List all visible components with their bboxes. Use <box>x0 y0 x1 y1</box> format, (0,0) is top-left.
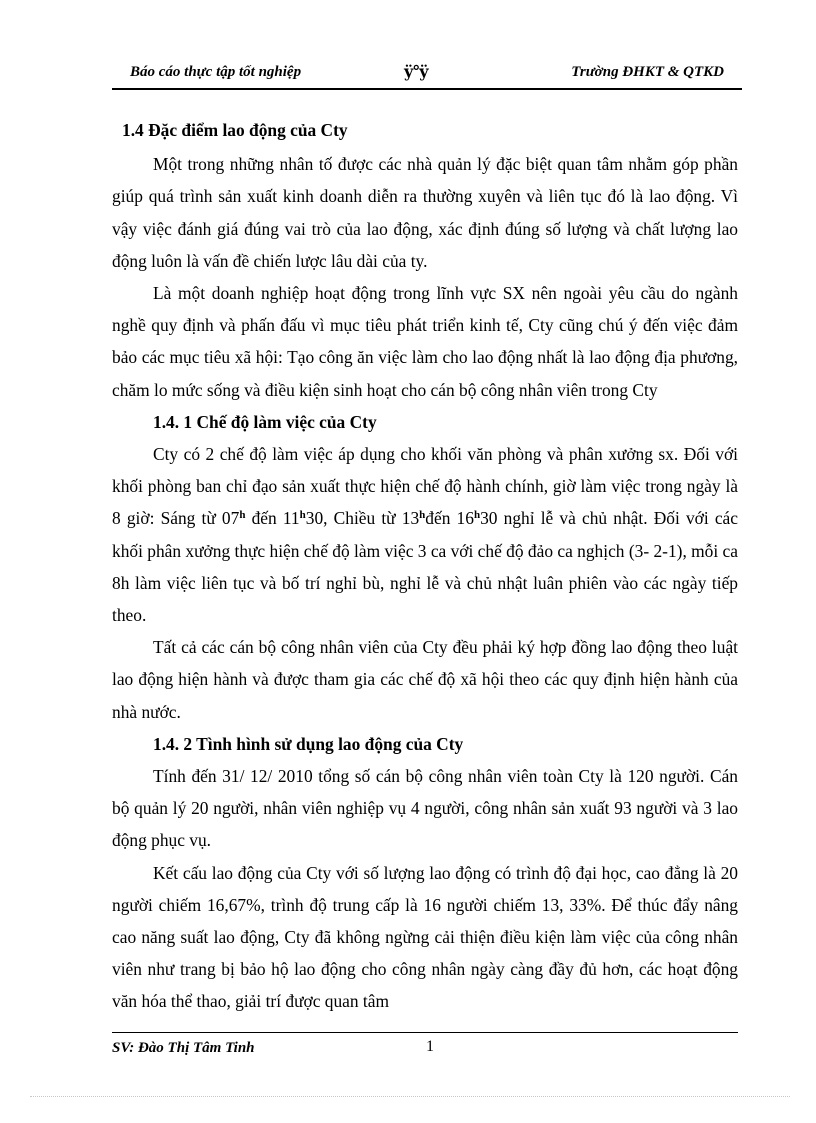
page-header <box>112 58 742 90</box>
paragraph-2: Là một doanh nghiệp hoạt động trong lĩnh vực SX nên ngoài yêu cầu do ngành nghề quy định và phấn đấu vì mục tiêu phát triển kinh tế, Cty cũng chú ý đến việc đảm bảo các mục tiêu xã hội: Tạo công ăn việc làm cho lao động nhất là lao động địa phương, chăm lo mức sống và điều kiện sinh hoạt cho cán bộ công nhân viên trong Cty <box>112 283 738 400</box>
section-title: 1.4 Đặc điểm lao động của Cty <box>122 120 348 140</box>
paragraph-3-text-a: Cty có 2 chế độ làm việc áp dụng cho khối văn phòng và phân xưởng sx. Đối với khối phòng ban chỉ đạo sản xuất thực hiện chế độ hành chính, giờ làm việc trong ngày là 8 giờ: Sáng từ 07 <box>112 444 738 529</box>
header-school-name: Trường ĐHKT & QTKD <box>571 64 724 80</box>
paragraph-3-text-d: đến 16 <box>425 508 474 529</box>
paragraph-3-text-b: đến 11 <box>245 508 300 529</box>
hour-superscript-3: h <box>419 509 426 522</box>
paragraph-3-text-c: 30, Chiều từ 13 <box>305 508 420 529</box>
hour-superscript-2: h <box>299 509 306 522</box>
paragraph-6: Kết cấu lao động của Cty với số lượng lao động có trình độ đại học, cao đẳng là 20 người chiếm 16,67%, trình độ trung cấp là 16 người chiếm 13, 33%. Để thúc đẩy nâng cao năng suất lao động, Cty đã không ngừng cải thiện điều kiện làm việc của công nhân viên như trang bị bảo hộ lao động cho công nhân ngày càng đầy đủ hơn, các hoạt động văn hóa thể thao, giải trí được quan tâm <box>112 862 738 1012</box>
header-report-title: Báo cáo thực tập tốt nghiệp <box>130 64 302 80</box>
page-number: 1 <box>426 1038 434 1055</box>
paragraph-4: Tất cả các cán bộ công nhân viên của Cty đều phải ký hợp đồng lao động theo luật lao động hiện hành và được tham gia các chế độ xã hội theo các quy định hiện hành của nhà nước. <box>112 637 738 722</box>
paragraph-3 <box>112 438 738 631</box>
hour-superscript-1: h <box>239 509 246 522</box>
document-body <box>112 114 738 1018</box>
footer-rule <box>112 1032 738 1033</box>
page-bottom-dotted-line <box>30 1096 790 1097</box>
subsection-2-title: 1.4. 2 Tình hình sử dụng lao động của Cty <box>153 733 464 754</box>
hour-superscript-4: h <box>473 509 481 522</box>
paragraph-3-text-e: 30 nghỉ lễ và chủ nhật. Đối với các khối phân xưởng thực hiện chế độ làm việc 3 ca với chế độ đảo ca nghịch (3- 2-1), mỗi ca 8h làm việc liên tục và bố trí nghỉ bù, nghỉ lễ và chủ nhật luân phiên vào các ngày tiếp theo. <box>112 508 738 626</box>
paragraph-5: Tính đến 31/ 12/ 2010 tổng số cán bộ công nhân viên toàn Cty là 120 người. Cán bộ quản lý 20 người, nhân viên nghiệp vụ 4 người, công nhân sản xuất 93 người và 3 lao động phục vụ. <box>112 766 738 851</box>
paragraph-1: Một trong những nhân tố được các nhà quản lý đặc biệt quan tâm nhằm góp phần giúp quá trình sản xuất kinh doanh diễn ra thường xuyên và liên tục đó là lao động. Vì vậy việc đánh giá đúng vai trò của lao động, xác định đúng số lượng và chất lượng lao động luôn là vấn đề chiến lược lâu dài của ty. <box>112 154 738 271</box>
footer-student-name: SV: Đào Thị Tâm Tinh <box>112 1040 255 1056</box>
subsection-1-title: 1.4. 1 Chế độ làm việc của Cty <box>153 411 377 432</box>
header-ornament: ÿ°ÿ <box>404 62 428 81</box>
